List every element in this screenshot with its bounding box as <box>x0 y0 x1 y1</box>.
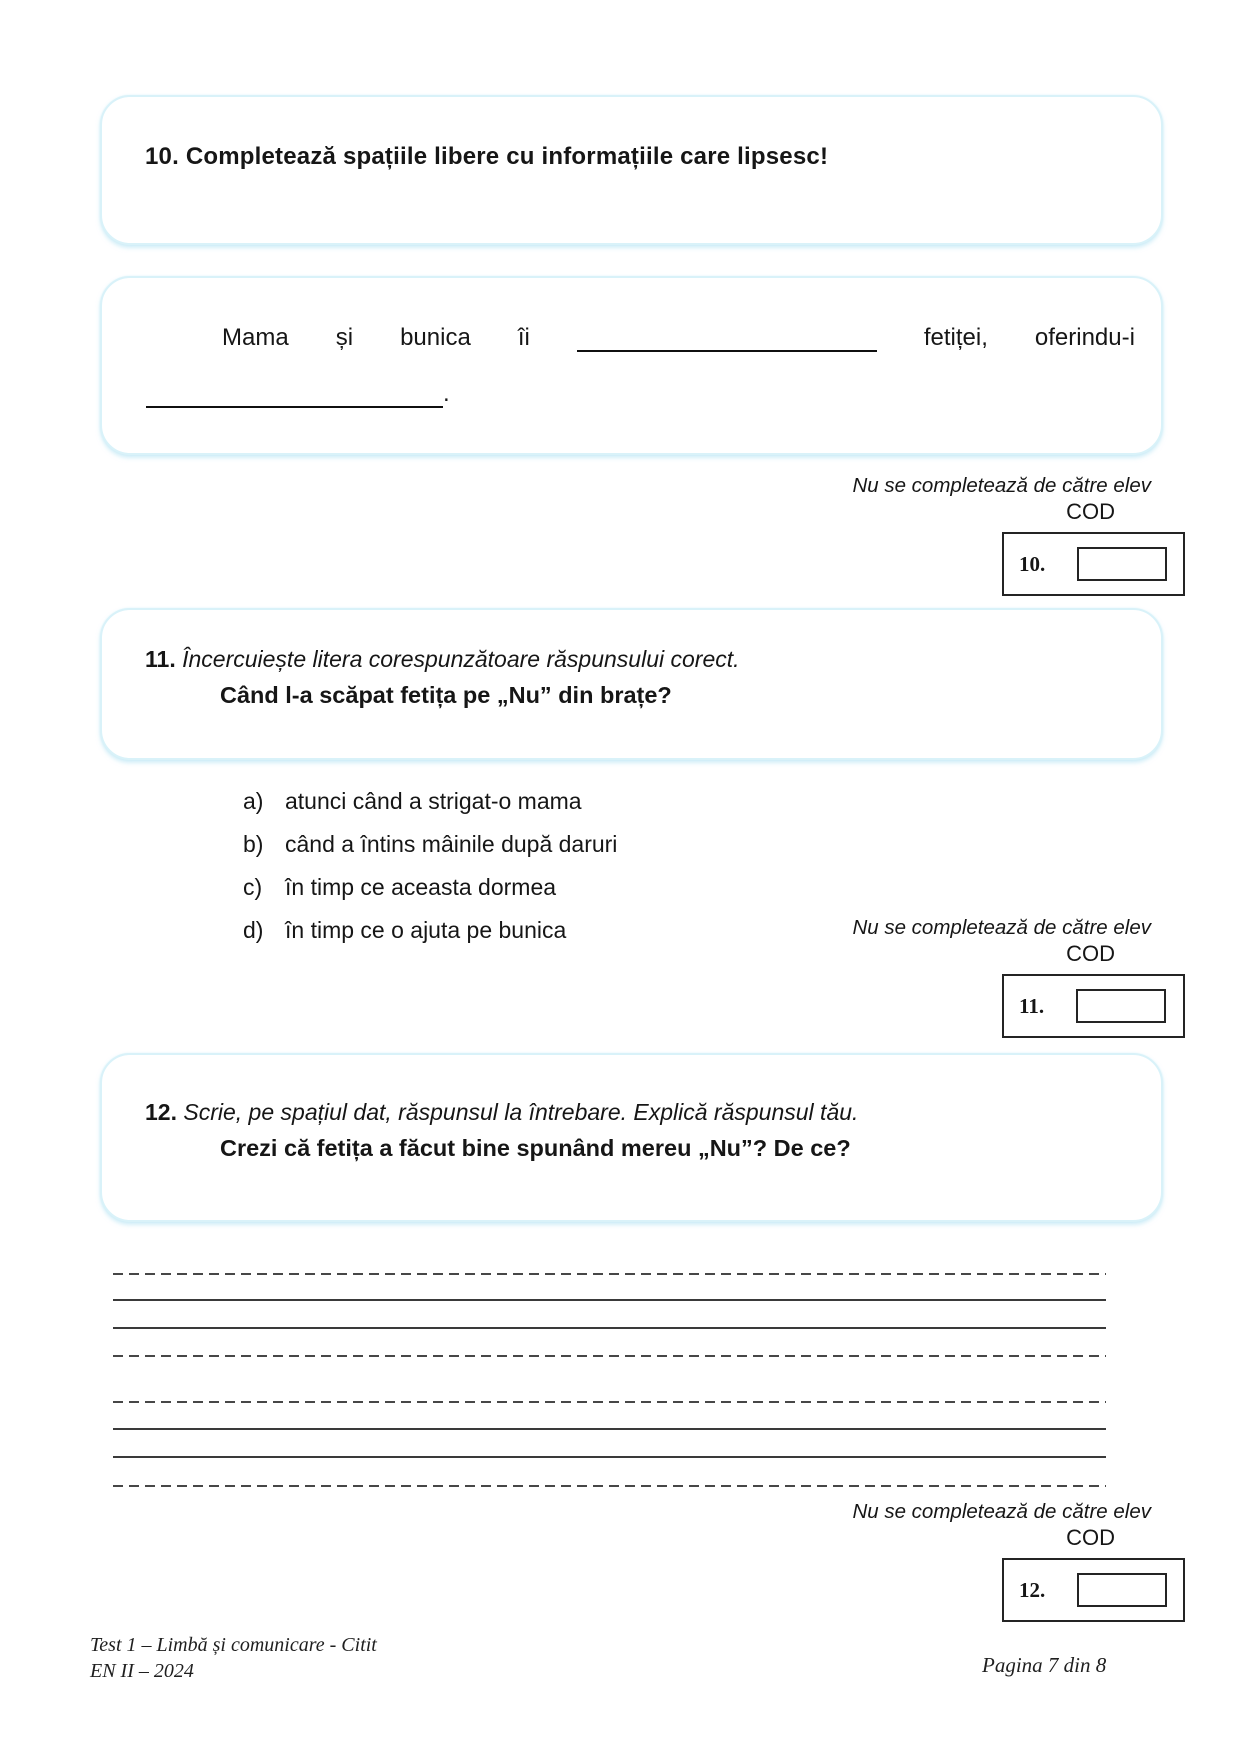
answer-writing-area[interactable] <box>113 1272 1106 1488</box>
writing-line-solid <box>113 1456 1106 1458</box>
question-11-options <box>243 789 617 961</box>
question-10-header <box>145 143 1161 171</box>
writing-line-solid <box>113 1327 1106 1329</box>
footer-page-number: Pagina 7 din 8 <box>982 1653 1107 1677</box>
question-12-panel <box>100 1053 1163 1222</box>
not-filled-label: Nu se completează de către elev <box>852 916 1151 939</box>
sentence-line-1 <box>222 320 1135 352</box>
sentence-word: bunica <box>400 324 471 351</box>
cod-label: COD <box>1066 499 1115 524</box>
cod-box-number: 12. <box>1019 1577 1046 1602</box>
sentence-period: . <box>443 380 450 407</box>
question-11-number: 11. <box>145 646 176 672</box>
sentence-word: fetiței, <box>923 324 988 351</box>
option-text: când a întins mâinile după daruri <box>285 831 618 857</box>
question-10-number: 10. <box>145 143 179 170</box>
cod-box-number: 11. <box>1019 993 1045 1018</box>
option-d[interactable] <box>243 918 617 942</box>
cod-box-10 <box>1002 532 1185 596</box>
cod-box-12 <box>1002 1558 1185 1622</box>
teacher-code-block-10 <box>820 474 1185 596</box>
writing-line-solid <box>113 1428 1106 1430</box>
sentence-word: îi <box>517 324 530 351</box>
option-text: în timp ce o ajuta pe bunica <box>285 917 567 943</box>
cod-box-number: 10. <box>1019 551 1046 576</box>
fill-blank-1[interactable] <box>577 326 877 352</box>
writing-line-dashed <box>113 1485 1106 1487</box>
question-10-prompt: Completează spațiile libere cu informațiile care lipsesc! <box>185 143 829 170</box>
teacher-code-block-12 <box>820 1500 1185 1622</box>
option-letter: d) <box>243 917 264 943</box>
not-filled-label: Nu se completează de către elev <box>852 474 1151 497</box>
writing-line-dashed <box>113 1401 1106 1403</box>
footer-test-edition: EN II – 2024 <box>90 1660 194 1682</box>
question-12-question: Crezi că fetița a făcut bine spunând mereu „Nu”? De ce? <box>220 1135 851 1161</box>
sentence-word: Mama <box>222 324 289 351</box>
question-12-number: 12. <box>145 1099 177 1125</box>
option-text: în timp ce aceasta dormea <box>285 874 557 900</box>
teacher-code-block-11 <box>820 916 1185 1038</box>
sentence-line-2 <box>146 376 1161 408</box>
footer-test-title: Test 1 – Limbă și comunicare - Citit <box>90 1634 377 1656</box>
option-c[interactable] <box>243 875 617 899</box>
question-10-sentence-panel <box>100 276 1163 455</box>
question-12-instruction: Scrie, pe spațiul dat, răspunsul la întrebare. Explică răspunsul tău. <box>183 1099 859 1125</box>
option-letter: a) <box>243 788 264 814</box>
question-10-panel <box>100 95 1163 245</box>
writing-line-dashed <box>113 1355 1106 1357</box>
cod-entry-field-10[interactable] <box>1077 547 1167 581</box>
cod-entry-field-11[interactable] <box>1076 989 1166 1023</box>
option-a[interactable] <box>243 789 617 813</box>
cod-entry-field-12[interactable] <box>1077 1573 1167 1607</box>
footer-test-info <box>90 1632 377 1684</box>
fill-blank-2[interactable] <box>146 382 443 408</box>
question-11-question: Când l-a scăpat fetița pe „Nu” din brațe? <box>220 682 672 708</box>
question-12-instruction-line <box>145 1099 1161 1126</box>
not-filled-label: Nu se completează de către elev <box>852 1500 1151 1523</box>
option-text: atunci când a strigat-o mama <box>285 788 582 814</box>
sentence-word: oferindu-i <box>1034 324 1135 351</box>
cod-label: COD <box>1066 941 1115 966</box>
question-11-instruction: Încercuiește litera corespunzătoare răspunsului corect. <box>182 646 740 672</box>
option-letter: c) <box>243 874 263 900</box>
sentence-word: și <box>335 324 354 351</box>
cod-label: COD <box>1066 1525 1115 1550</box>
question-11-panel <box>100 608 1163 760</box>
question-11-instruction-line <box>145 646 1161 673</box>
writing-line-dashed <box>113 1273 1106 1275</box>
cod-box-11 <box>1002 974 1185 1038</box>
writing-line-solid <box>113 1299 1106 1301</box>
option-b[interactable] <box>243 832 617 856</box>
option-letter: b) <box>243 831 264 857</box>
